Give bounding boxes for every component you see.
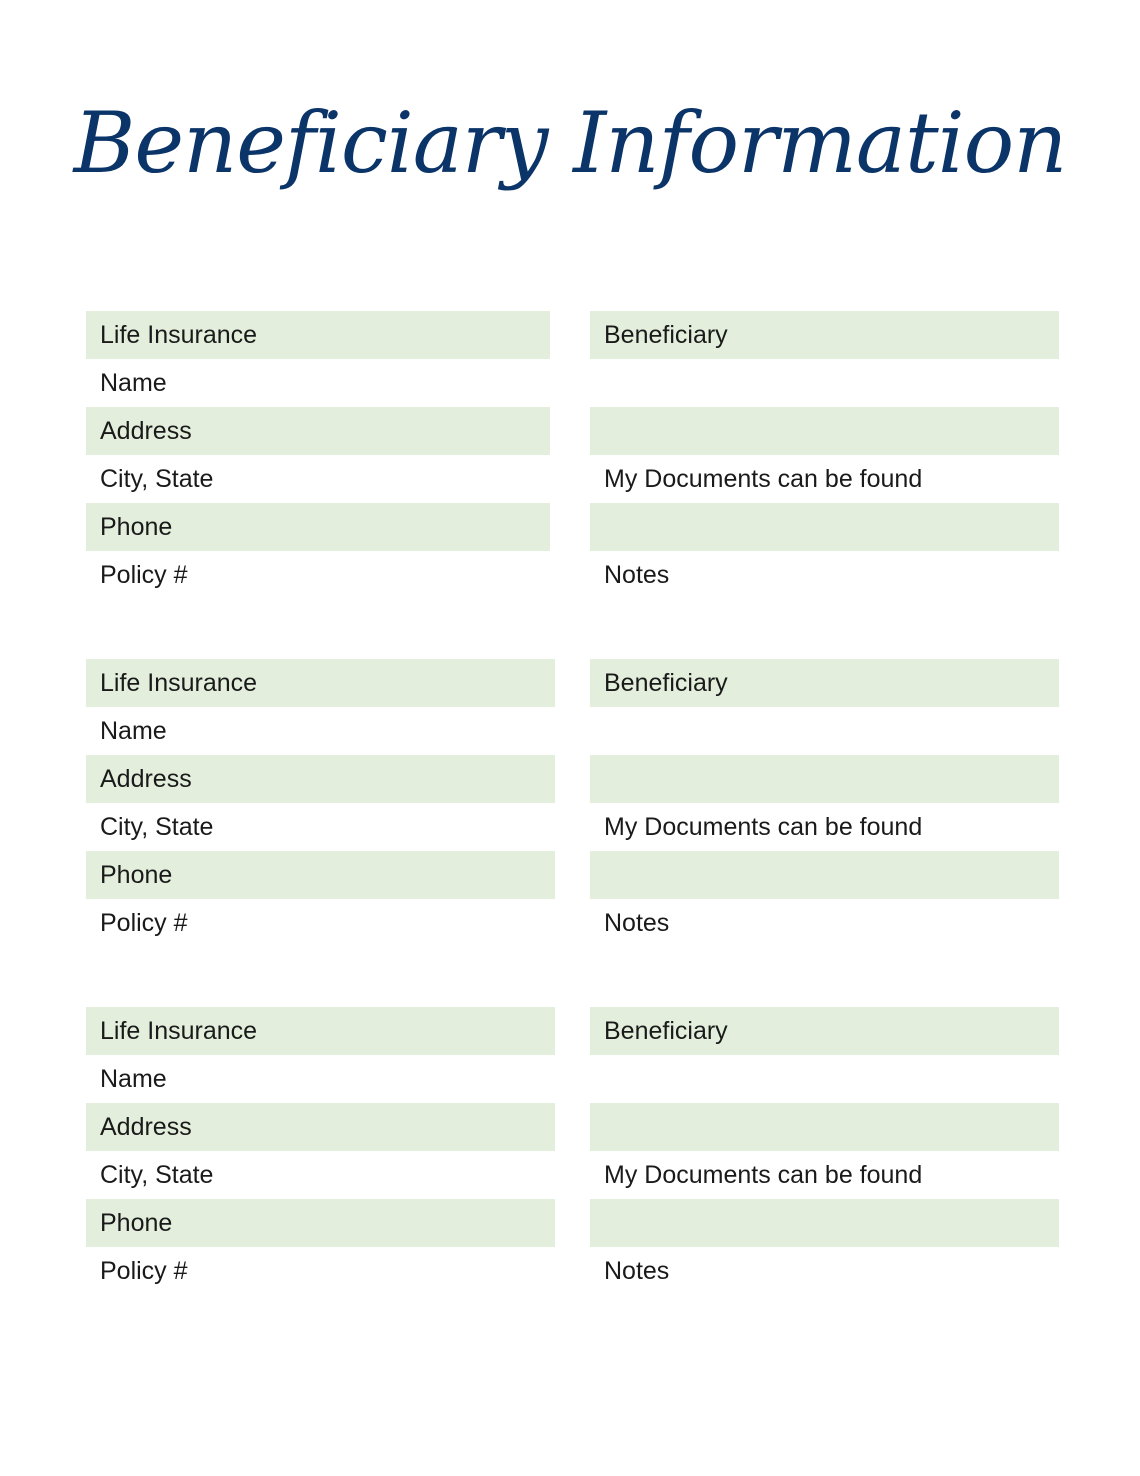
- name-field[interactable]: Name: [100, 369, 167, 397]
- beneficiary-line-1[interactable]: [590, 359, 1059, 407]
- address-field[interactable]: Address: [86, 1103, 555, 1151]
- documents-location-field[interactable]: My Documents can be found: [604, 465, 923, 493]
- life-insurance-header: Life Insurance: [86, 1007, 555, 1055]
- life-insurance-column: [86, 1007, 555, 1295]
- documents-location-field[interactable]: My Documents can be found: [604, 813, 923, 841]
- insurance-block-1: [86, 311, 1059, 599]
- documents-location-line[interactable]: [590, 503, 1059, 551]
- beneficiary-column: [590, 659, 1059, 947]
- beneficiary-column: [590, 311, 1059, 599]
- page-title: Beneficiary Information: [73, 94, 1067, 192]
- name-field[interactable]: Name: [100, 717, 167, 745]
- beneficiary-line-1[interactable]: [590, 1055, 1059, 1103]
- city-state-field[interactable]: City, State: [100, 1161, 214, 1189]
- address-field[interactable]: Address: [86, 407, 550, 455]
- notes-field[interactable]: Notes: [604, 561, 670, 589]
- city-state-field[interactable]: City, State: [100, 813, 214, 841]
- beneficiary-line-2[interactable]: [590, 755, 1059, 803]
- name-field[interactable]: Name: [100, 1065, 167, 1093]
- phone-field[interactable]: Phone: [86, 503, 550, 551]
- policy-number-field[interactable]: Policy #: [100, 1257, 188, 1285]
- beneficiary-column: [590, 1007, 1059, 1295]
- policy-number-field[interactable]: Policy #: [100, 561, 188, 589]
- beneficiary-header: Beneficiary: [590, 311, 1059, 359]
- life-insurance-column: [86, 659, 555, 947]
- beneficiary-header: Beneficiary: [590, 1007, 1059, 1055]
- life-insurance-header: Life Insurance: [86, 311, 550, 359]
- documents-location-line[interactable]: [590, 1199, 1059, 1247]
- life-insurance-column: [86, 311, 550, 599]
- city-state-field[interactable]: City, State: [100, 465, 214, 493]
- policy-number-field[interactable]: Policy #: [100, 909, 188, 937]
- beneficiary-line-1[interactable]: [590, 707, 1059, 755]
- insurance-block-3: [86, 1007, 1059, 1295]
- notes-field[interactable]: Notes: [604, 909, 670, 937]
- documents-location-line[interactable]: [590, 851, 1059, 899]
- beneficiary-line-2[interactable]: [590, 1103, 1059, 1151]
- phone-field[interactable]: Phone: [86, 851, 555, 899]
- insurance-block-2: [86, 659, 1059, 947]
- notes-field[interactable]: Notes: [604, 1257, 670, 1285]
- beneficiary-header: Beneficiary: [590, 659, 1059, 707]
- address-field[interactable]: Address: [86, 755, 555, 803]
- life-insurance-header: Life Insurance: [86, 659, 555, 707]
- documents-location-field[interactable]: My Documents can be found: [604, 1161, 923, 1189]
- phone-field[interactable]: Phone: [86, 1199, 555, 1247]
- beneficiary-line-2[interactable]: [590, 407, 1059, 455]
